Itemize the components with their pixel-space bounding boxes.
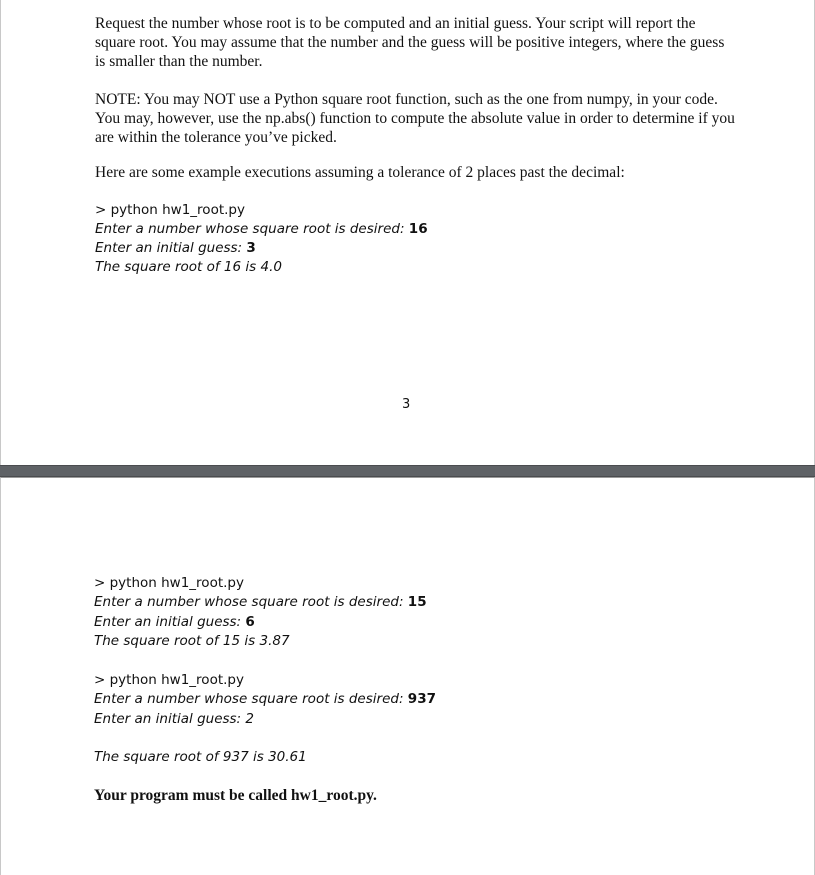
example2-guess-prompt: Enter an initial guess:: [94, 614, 242, 630]
example2-command: > python hw1_root.py: [94, 575, 244, 591]
example3-result-line: [94, 748, 307, 768]
page-number: 3: [402, 397, 411, 412]
example2-number-value: 15: [407, 594, 427, 610]
example1-guess-value: 3: [246, 240, 256, 256]
example1-number-value: 16: [408, 221, 428, 237]
example2-number-line: [94, 593, 427, 613]
example1-result-line: [95, 258, 282, 278]
example1-number-line: [95, 220, 428, 240]
example3-number-line: [94, 690, 436, 710]
example2-result: The square root of 15 is 3.87: [94, 633, 290, 649]
example3-guess-prompt: Enter an initial guess:: [94, 711, 242, 727]
example2-number-prompt: Enter a number whose square root is desired:: [94, 594, 404, 610]
note-paragraph: NOTE: You may NOT use a Python square root function, such as the one from numpy, in your code. You may, however, use the np.abs() function to compute the absolute value in order to determine if you are within the tolerance you’ve picked.: [95, 91, 735, 146]
example1-result: The square root of 16 is 4.0: [95, 259, 282, 275]
example3-result: The square root of 937 is 30.61: [94, 749, 307, 765]
example2-guess-value: 6: [245, 614, 255, 630]
example1-guess-line: [95, 239, 256, 259]
example2-guess-line: [94, 613, 255, 633]
example2-result-line: [94, 632, 290, 652]
example3-guess-value: 2: [245, 711, 254, 727]
example3-number-prompt: Enter a number whose square root is desired:: [94, 691, 404, 707]
example3-guess-line: [94, 710, 254, 730]
page-separator: [0, 465, 815, 477]
example3-number-value: 937: [407, 691, 436, 707]
example1-guess-prompt: Enter an initial guess:: [95, 240, 243, 256]
example3-command: > python hw1_root.py: [94, 672, 244, 688]
example1-command: > python hw1_root.py: [95, 202, 245, 218]
examples-intro: Here are some example executions assuming a tolerance of 2 places past the decimal:: [95, 164, 625, 181]
program-name-requirement: Your program must be called hw1_root.py.: [94, 787, 377, 804]
example1-number-prompt: Enter a number whose square root is desired:: [95, 221, 405, 237]
instructions-paragraph: Request the number whose root is to be computed and an initial guess. Your script will report the square root. You may assume that the number and the guess will be positive integers, where the guess is smaller than the number.: [95, 15, 725, 70]
